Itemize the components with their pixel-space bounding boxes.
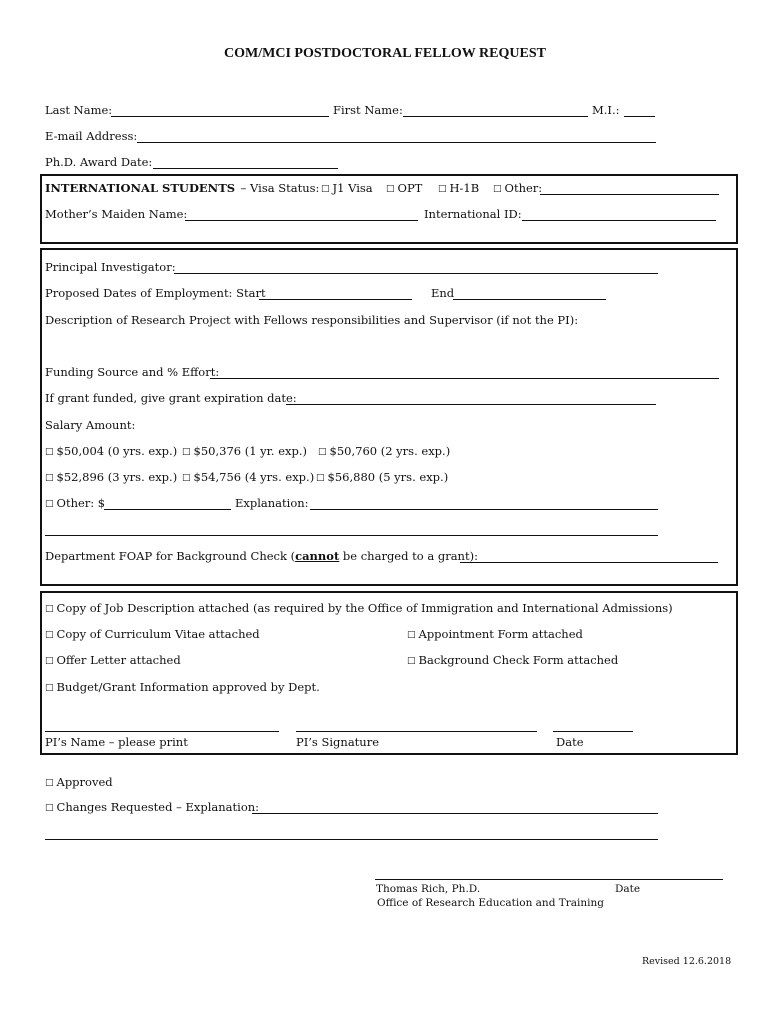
middle-initial-field[interactable]: [624, 116, 655, 117]
visa-status-label: – Visa Status:: [237, 181, 320, 195]
job-description-checkbox[interactable]: □ Copy of Job Description attached (as required by the Office of Immigration and International Admissions): [45, 601, 673, 615]
pi-name-caption: PI’s Name – please print: [45, 735, 188, 749]
checkbox-icon[interactable]: □: [316, 473, 325, 483]
office-name: Office of Research Education and Training: [377, 897, 605, 909]
mothers-maiden-name-field[interactable]: [185, 220, 418, 221]
revision-date: Revised 12.6.2018: [642, 956, 732, 967]
email-field[interactable]: [137, 142, 656, 143]
salary-option[interactable]: □ $56,880 (5 yrs. exp.): [316, 470, 449, 484]
mothers-maiden-name-label: Mother’s Maiden Name:: [45, 207, 188, 221]
checkbox-icon[interactable]: □: [45, 604, 54, 614]
principal-investigator-label: Principal Investigator:: [45, 260, 176, 274]
checkbox-icon[interactable]: □: [182, 447, 191, 457]
checkbox-icon[interactable]: □: [45, 473, 54, 483]
salary-other-amount-field[interactable]: [104, 509, 231, 510]
last-name-label: Last Name:: [45, 103, 113, 117]
checkbox-icon[interactable]: □: [407, 630, 416, 640]
checkbox-icon[interactable]: □: [438, 184, 447, 194]
phd-award-date-field[interactable]: [153, 168, 338, 169]
cv-checkbox[interactable]: □ Copy of Curriculum Vitae attached: [45, 627, 260, 641]
background-check-checkbox[interactable]: □ Background Check Form attached: [407, 653, 619, 667]
phd-award-date-label: Ph.D. Award Date:: [45, 155, 153, 169]
checkbox-icon[interactable]: □: [45, 447, 54, 457]
salary-option[interactable]: □ $54,756 (4 yrs. exp.): [182, 470, 315, 484]
salary-amount-label: Salary Amount:: [45, 418, 136, 432]
checkbox-icon[interactable]: □: [45, 499, 54, 509]
director-signature-field[interactable]: [375, 879, 723, 880]
pi-date-caption: Date: [556, 735, 584, 749]
checkbox-icon[interactable]: □: [386, 184, 395, 194]
first-name-field[interactable]: [403, 116, 588, 117]
visa-other-option[interactable]: □ Other:: [493, 181, 543, 195]
first-name-label: First Name:: [333, 103, 403, 117]
approved-checkbox[interactable]: □ Approved: [45, 775, 113, 789]
funding-source-field[interactable]: [210, 378, 719, 379]
middle-initial-label: M.I.:: [592, 103, 620, 117]
salary-explanation-label: Explanation:: [235, 496, 309, 510]
last-name-field[interactable]: [111, 116, 329, 117]
changes-explanation-field-continued[interactable]: [45, 839, 658, 840]
changes-requested-checkbox[interactable]: □ Changes Requested – Explanation:: [45, 800, 260, 814]
salary-option[interactable]: □ $50,376 (1 yr. exp.): [182, 444, 308, 458]
checkbox-icon[interactable]: □: [318, 447, 327, 457]
visa-opt-option[interactable]: □ OPT: [386, 181, 423, 195]
checkbox-icon[interactable]: □: [45, 778, 54, 788]
grant-expiration-field[interactable]: [286, 404, 656, 405]
international-id-field[interactable]: [522, 220, 716, 221]
pi-signature-caption: PI’s Signature: [296, 735, 380, 749]
director-name: Thomas Rich, Ph.D.: [376, 883, 481, 895]
director-date-caption: Date: [615, 883, 641, 895]
budget-info-checkbox[interactable]: □ Budget/Grant Information approved by Dept.: [45, 680, 320, 694]
changes-explanation-field[interactable]: [252, 813, 658, 814]
employment-start-label: Proposed Dates of Employment: Start: [45, 286, 266, 300]
visa-h1b-option[interactable]: □ H-1B: [438, 181, 480, 195]
offer-letter-checkbox[interactable]: □ Offer Letter attached: [45, 653, 181, 667]
employment-end-field[interactable]: [453, 299, 606, 300]
visa-j1-option[interactable]: □ J1 Visa: [321, 181, 373, 195]
grant-expiration-label: If grant funded, give grant expiration date:: [45, 391, 297, 405]
cannot-emphasis: cannot: [295, 549, 340, 563]
salary-explanation-field-continued[interactable]: [45, 535, 658, 536]
department-foap-field[interactable]: [460, 562, 718, 563]
checkbox-icon[interactable]: □: [182, 473, 191, 483]
form-title: COM/MCI POSTDOCTORAL FELLOW REQUEST: [224, 46, 546, 61]
email-label: E-mail Address:: [45, 129, 138, 143]
salary-option[interactable]: □ $50,004 (0 yrs. exp.): [45, 444, 178, 458]
salary-explanation-field[interactable]: [310, 509, 658, 510]
appointment-form-checkbox[interactable]: □ Appointment Form attached: [407, 627, 583, 641]
pi-date-field[interactable]: [553, 731, 633, 732]
employment-end-label: End: [431, 286, 455, 300]
pi-name-field[interactable]: [45, 731, 279, 732]
international-heading: INTERNATIONAL STUDENTS: [45, 181, 236, 195]
salary-other-option[interactable]: □ Other: $: [45, 496, 106, 510]
checkbox-icon[interactable]: □: [407, 656, 416, 666]
checkbox-icon[interactable]: □: [493, 184, 502, 194]
research-description-label: Description of Research Project with Fellows responsibilities and Supervisor (if not the PI):: [45, 313, 579, 327]
salary-option[interactable]: □ $52,896 (3 yrs. exp.): [45, 470, 178, 484]
funding-source-label: Funding Source and % Effort:: [45, 365, 220, 379]
checkbox-icon[interactable]: □: [321, 184, 330, 194]
employment-start-field[interactable]: [259, 299, 412, 300]
visa-other-field[interactable]: [540, 194, 719, 195]
checkbox-icon[interactable]: □: [45, 630, 54, 640]
salary-option[interactable]: □ $50,760 (2 yrs. exp.): [318, 444, 451, 458]
department-foap-label: Department FOAP for Background Check (cannot be charged to a grant):: [45, 549, 478, 563]
pi-signature-field[interactable]: [296, 731, 537, 732]
checkbox-icon[interactable]: □: [45, 803, 54, 813]
checkbox-icon[interactable]: □: [45, 683, 54, 693]
international-id-label: International ID:: [424, 207, 522, 221]
principal-investigator-field[interactable]: [174, 273, 658, 274]
checkbox-icon[interactable]: □: [45, 656, 54, 666]
